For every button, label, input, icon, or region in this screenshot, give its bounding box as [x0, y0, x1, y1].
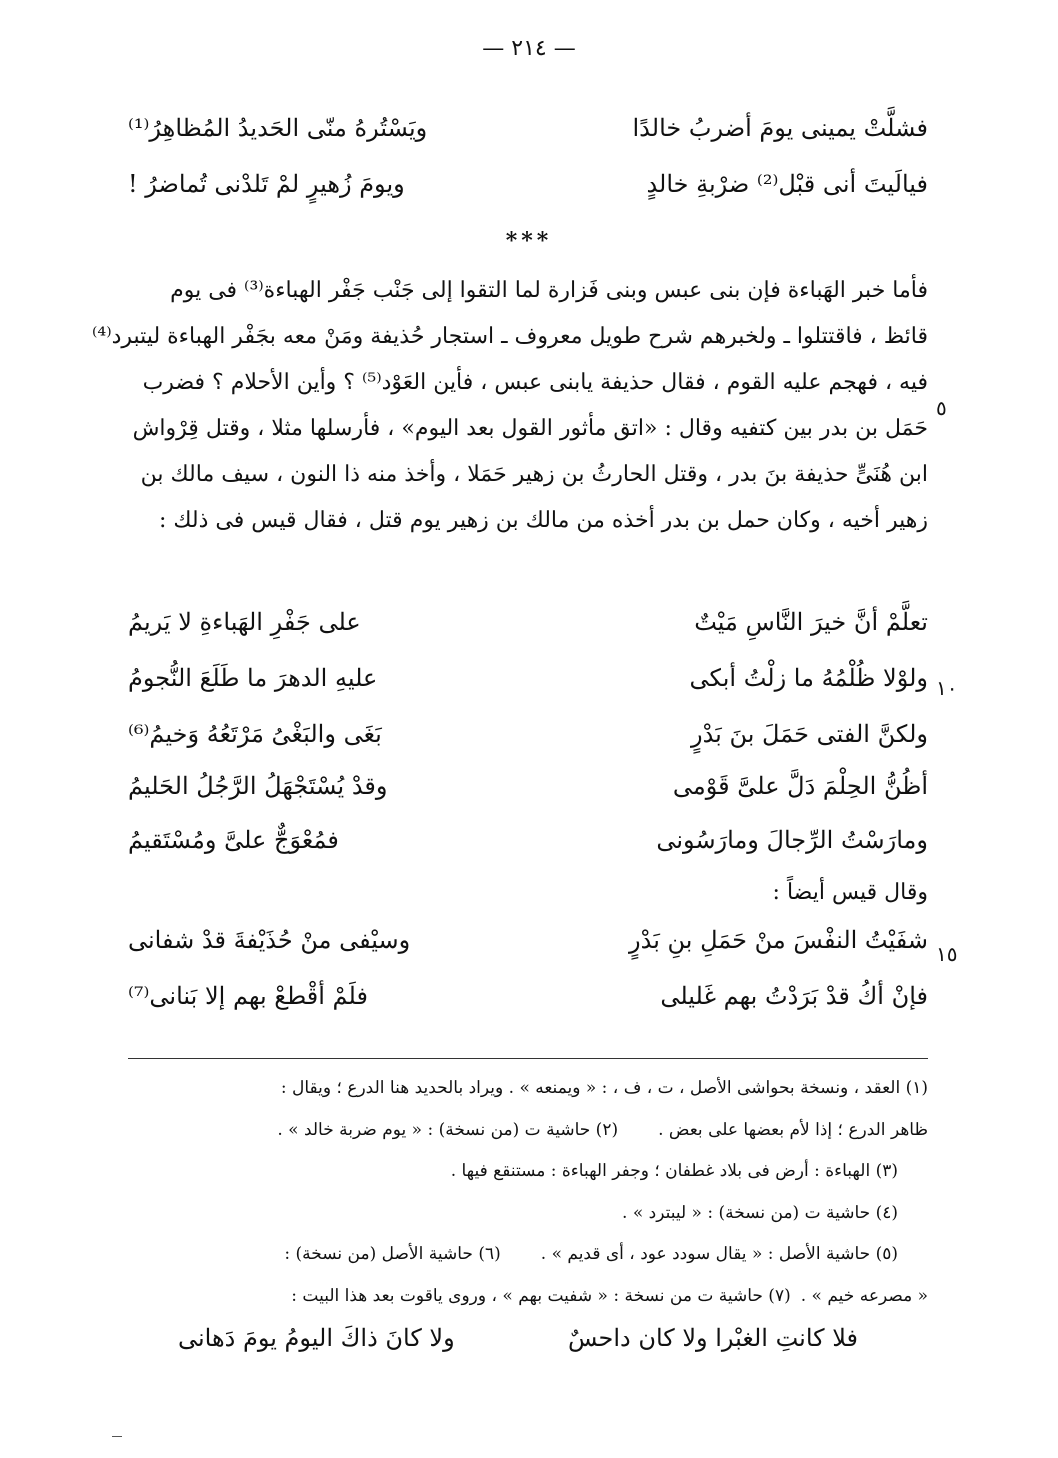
verse-first-hemistich: فإنْ أكُ قدْ بَرَدْتُ بهم غَليلى [660, 982, 928, 1010]
poem-verse [128, 918, 928, 962]
footnote-2: (٢) حاشية ت (من نسخة) : « يوم ضربة خالد » . [277, 1119, 619, 1140]
prose-line: فيه ، فهجم عليه القوم ، فقال حذيفة يابنى عبس ، فأين العَوْد⁽⁵⁾ ؟ وأين الأحلام ؟ فضرب [142, 370, 928, 395]
poem-verse [128, 600, 928, 644]
verse-first-hemistich: ومارَسْتُ الرِّجالَ ومارَسُونى [656, 826, 928, 854]
verse-second-hemistich: عليهِ الدهرَ ما طَلَعَ النُّجومُ [128, 664, 378, 692]
verse-second-hemistich: ولا كانَ ذاكَ اليومُ يومَ دَهانى [178, 1324, 455, 1352]
verse-second-hemistich: فلَمْ أقْطعْ بهم إلا بَنانى⁽⁷⁾ [128, 982, 368, 1010]
verse-second-hemistich: فمُعْوَجٌّ علىَّ ومُسْتَقيمُ [128, 826, 339, 854]
prose-line: زهير أخيه ، وكان حمل بن بدر أخذه من مالك بن زهير يوم قتل ، فقال قيس فى ذلك : [158, 508, 928, 533]
verse-second-hemistich: وقدْ يُسْتَجْهَلُ الرَّجُلُ الحَليمُ [128, 772, 388, 800]
footnotes [123, 1068, 928, 1317]
footnote-line [123, 1276, 928, 1318]
verse-first-hemistich: تعلَّمْ أنَّ خيرَ النَّاسِ مَيْتٌ [694, 608, 928, 636]
prose-line: حَمَل بن بدر بين كتفيه وقال : «اتق مأثور القول بعد اليوم» ، فأرسلها مثلا ، وقتل قِرْواش [132, 416, 928, 441]
footnote-4: (٤) حاشية ت (من نسخة) : « ليبترد » . [622, 1202, 898, 1223]
prose-line: ابن هُنَىٍّ حذيفة بنَ بدر ، وقتل الحارثُ بن زهير حَمَلا ، وأخذ منه ذا النون ، سيف مالك بن [140, 462, 928, 487]
section-separator: *** [505, 228, 553, 254]
footnote-line [123, 1193, 928, 1235]
verse-first-hemistich: ولوْلا ظُلْمُهُ ما زلْتُ أبكى [689, 664, 928, 692]
verse-first-hemistich: فيالَيتَ أنى قبْل⁽²⁾ ضرْبةِ خالدٍ [646, 170, 928, 198]
footnote-1: (١) العقد ، ونسخة بحواشى الأصل ، ت ، ف ، : « ويمنعه » . ويراد بالحديد هنا الدرع ؛ ويقال : [280, 1078, 928, 1098]
page-number: — ٢١٤ — [482, 36, 576, 61]
footnote-line [123, 1151, 928, 1193]
verse-first-hemistich: فشلَّتْ يمينى يومَ أضربُ خالدًا [632, 114, 928, 142]
verse-first-hemistich: ولكنَّ الفتى حَمَلَ بنَ بَدْرٍ [690, 720, 928, 748]
prose-line: وقال قيس أيضاً : [772, 880, 928, 905]
footnote-divider [128, 1058, 928, 1059]
verse-first-hemistich: أظُنُّ الحِلْمَ دَلَّ علىَّ قَوْمى [672, 772, 928, 800]
footnote-6: (٦) حاشية الأصل (من نسخة) : [284, 1244, 501, 1264]
poem-verse [128, 764, 928, 808]
poem-verse [128, 656, 928, 700]
verse-line [128, 162, 928, 206]
footnote-line [123, 1068, 928, 1110]
verse-second-hemistich: ويَسْتُرهُ منّى الحَديدُ المُظاهِرُ⁽¹⁾ [128, 114, 428, 142]
verse-second-hemistich: ويومَ زُهيرٍ لمْ تَلدْنى تُماضرُ ! [128, 170, 405, 198]
line-number: ١٠ [936, 676, 958, 700]
scan-mark [112, 1436, 122, 1437]
prose-paragraph [91, 268, 928, 544]
footnote-line [123, 1110, 928, 1152]
footnote-6-cont: « مصرعه خيم » . [800, 1285, 928, 1306]
line-number: ١٥ [936, 942, 958, 966]
poem-intro [128, 870, 928, 916]
verse-first-hemistich: فلا كانتِ الغبْرا ولا كان داحسٌ [567, 1324, 858, 1352]
prose-line: قائظ ، فاقتتلوا ـ ولخبرهم شرح طويل معروف ـ استجار حُذيفة ومَنْ معه بجَفْر الهباءة ليتبرد⁽⁴⁾ [91, 324, 928, 349]
verse-second-hemistich: بَغَى والبَغْىُ مَرْتَعُهُ وَخيمُ⁽⁶⁾ [128, 720, 382, 748]
footnote-7: (٧) حاشية ت من نسخة : « شفيت بهم » ، وروى ياقوت بعد هذا البيت : [291, 1285, 791, 1306]
footnote-5: (٥) حاشية الأصل : « يقال سودد عود ، أى قديم » . [540, 1244, 898, 1264]
poem-verse [128, 712, 928, 756]
verse-second-hemistich: وسيْفى منْ حُذَيْفةَ قدْ شفانى [128, 926, 411, 954]
poem-verse [128, 974, 928, 1018]
verse-second-hemistich: على جَفْرِ الهَباءةِ لا يَريمُ [128, 608, 361, 636]
verse-first-hemistich: شفَيْتُ النفْسَ منْ حَمَلِ بنِ بَدْرٍ [629, 926, 928, 954]
verse-line [128, 106, 928, 150]
footnote-3: (٣) الهباءة : أرض فى بلاد غطفان ؛ وجفر الهباءة : مستنقع فيها . [450, 1161, 898, 1181]
footnote-line [123, 1234, 928, 1276]
line-number: ٥ [936, 396, 947, 420]
footnote-1-cont: ظاهر الدرع ؛ إذا لأم بعضها على بعض . [658, 1119, 928, 1140]
prose-line: فأما خبر الهَباءة فإن بنى عبس وبنى فَزارة لما التقوا إلى جَنْب جَفْر الهباءة⁽³⁾ فى يوم [170, 278, 928, 303]
footnote-verse [178, 1316, 858, 1360]
poem-verse [128, 818, 928, 862]
